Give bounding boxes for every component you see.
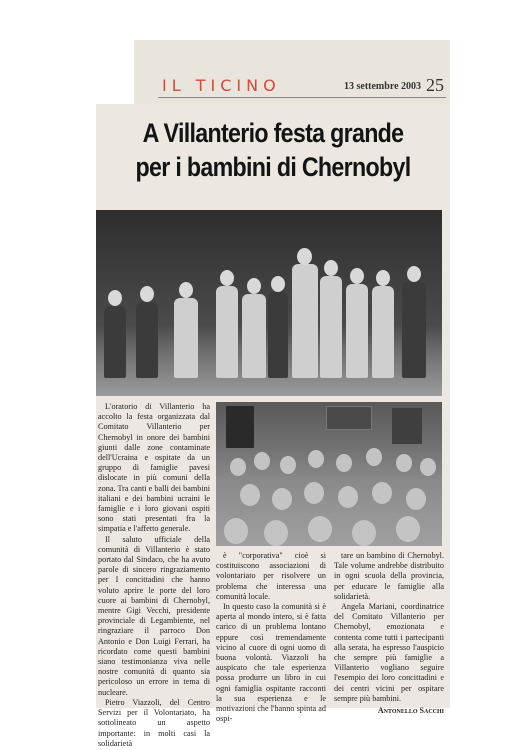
paragraph: L'oratorio di Villanterio ha accolto la festa organizzata dal Comitato Villanterio per Chernobyl in onore dei bambini giunti dalle zone contaminate dell'Ucraina e ospitate da un gruppo di famiglie pavesi dislocate in più comuni della zona. Tra canti e balli dei bambini italiani e dei bambini ucraini le famiglie e i loro giovani ospiti sono stati presentati fra la simpatia e l'affetto generale. xyxy=(98,402,210,534)
audience-head xyxy=(372,482,392,504)
child-figure xyxy=(372,286,394,378)
page-number: 25 xyxy=(426,75,444,95)
child-head xyxy=(407,266,421,282)
photo-children-on-stage xyxy=(96,210,442,396)
paragraph: Pietro Viazzoli, del Centro Servizi per il Volontariato, ha sottolineato un aspetto importante: in molti casi la solidarietà xyxy=(98,697,210,748)
audience-head xyxy=(352,520,376,546)
child-head xyxy=(247,278,261,294)
child-head xyxy=(350,268,364,284)
paragraph: In questo caso la comunità si è aperta al mondo intero, si è fatta carico di un problema lontano eppure così tremendamente vicino al cuore di ogni uomo di buona volontà. Viazzoli ha auspicato che tale esperienza possa produrre un libro in cui ogni famiglia ospitante racconti la sua esperienza e le motivazioni che l'hanno spinta ad ospi- xyxy=(216,602,326,724)
child-figure xyxy=(174,298,198,378)
audience-head xyxy=(308,450,324,468)
child-figure xyxy=(268,292,288,378)
headline-line-2: per i bambini di Chernobyl xyxy=(135,152,411,182)
header-rule xyxy=(158,97,446,98)
child-figure xyxy=(402,282,426,378)
audience-head xyxy=(264,520,288,546)
audience-head xyxy=(396,516,420,542)
window xyxy=(392,408,422,444)
audience-head xyxy=(420,458,436,476)
paragraph: tare un bambino di Chernobyl. Tale volume andrebbe distribuito in ogni scuola della provincia, per educare le famiglie alla solidarietà. xyxy=(334,551,444,601)
child-head xyxy=(108,290,122,306)
child-head xyxy=(179,282,193,298)
handwritten-newspaper-name: IL TICINO xyxy=(162,76,281,95)
adult-figure xyxy=(320,276,342,378)
adult-figure xyxy=(292,264,318,378)
child-figure xyxy=(136,302,158,378)
child-figure xyxy=(104,306,126,378)
window xyxy=(226,406,254,448)
child-head xyxy=(220,270,234,286)
adult-head xyxy=(324,260,338,276)
article-column-1 xyxy=(98,402,210,749)
child-figure xyxy=(216,286,238,378)
audience-head xyxy=(308,516,332,542)
child-figure xyxy=(346,284,368,378)
child-head xyxy=(376,270,390,286)
adult-head xyxy=(297,248,312,265)
audience-head xyxy=(254,452,270,470)
audience-head xyxy=(240,484,260,506)
article-column-3 xyxy=(334,551,444,716)
headline xyxy=(121,116,425,184)
audience-head xyxy=(230,458,246,476)
child-head xyxy=(271,276,285,292)
wall-picture xyxy=(326,406,372,430)
child-figure xyxy=(242,294,266,378)
audience-head xyxy=(396,454,412,472)
author-byline: Antonello Sacchi xyxy=(377,706,444,716)
audience-head xyxy=(304,482,324,504)
paragraph: Angela Mariani, coordinatrice del Comitato Villanterio per Chernobyl, emozionata e contenta come tutti i partecipanti alla serata, ha espresso l'auspicio che sempre più famiglie a Villanterio vogliano seguire l'esempio dei loro concittadini e dei centri vicini per ospitare sempre più bambini. xyxy=(334,602,444,703)
headline-line-1: A Villanterio festa grande xyxy=(142,118,404,148)
audience-head xyxy=(338,486,358,508)
audience-head xyxy=(272,488,292,510)
audience-head xyxy=(406,488,426,510)
photo-audience xyxy=(216,402,442,546)
audience-head xyxy=(366,448,382,466)
child-head xyxy=(140,286,154,302)
audience-head xyxy=(224,518,248,544)
article-column-2 xyxy=(216,551,326,724)
audience-head xyxy=(336,454,352,472)
issue-date: 13 settembre 2003 xyxy=(344,81,422,92)
paragraph: Il saluto ufficiale della comunità di Villanterio è stato portato dal Sindaco, che ha avuto parole di sincero ringraziamento per I concittadini che hanno voluto aprire le porte del loro cuore ai bambini di Chernobyl, mentre Gigi Vecchi, presidente provinciale di Legambiente, nel ringraziare il parroco Don Antonio e Don Luigi Ferrari, ha ricordato come questi bambini siano testimonianza viva nelle nostre comunità di quanto sia pericoloso un errore in tema di nucleare. xyxy=(98,534,210,697)
audience-head xyxy=(280,456,296,474)
paragraph: è "corporativa" cioè si costituiscono associazioni di volontariato per risolvere un problema che interessa una comunità locale. xyxy=(216,551,326,601)
